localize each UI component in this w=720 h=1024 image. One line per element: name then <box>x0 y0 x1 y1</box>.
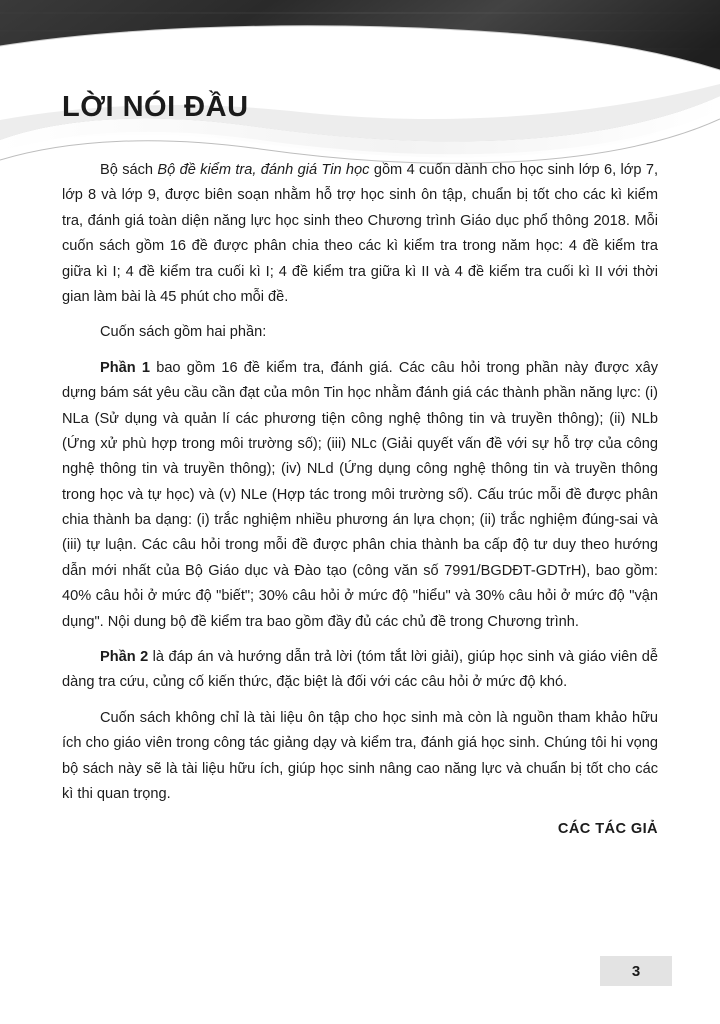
two-parts-text: Cuốn sách gồm hai phần: <box>100 324 267 341</box>
paragraph-part-2 <box>62 645 658 696</box>
header-swoosh-graphic <box>0 0 720 170</box>
paragraph-two-parts <box>62 320 658 345</box>
paragraph-closing <box>62 706 658 808</box>
paragraph-part-1 <box>62 356 658 635</box>
part-2-text: là đáp án và hướng dẫn trả lời (tóm tắt lời giải), giúp học sinh và giáo viên dễ dàng tra cứu, củng cố kiến thức, đặc biệt là đối với các câu hỏi ở mức độ khó. <box>62 649 658 691</box>
page-number: 3 <box>631 962 641 980</box>
part-2-label: Phần 2 <box>100 649 149 666</box>
closing-text: Cuốn sách không chỉ là tài liệu ôn tập cho học sinh mà còn là nguồn tham khảo hữu ích cho giáo viên trong công tác giảng dạy và kiểm tra, đánh giá học sinh. Chúng tôi hi vọng bộ sách này sẽ là tài liệu hữu ích, giúp học sinh nâng cao năng lực và chuẩn bị tốt cho các kì thi quan trọng. <box>62 709 658 802</box>
header-decorative-band <box>0 0 720 170</box>
part-1-label: Phần 1 <box>100 359 150 376</box>
page-title: LỜI NÓI ĐẦU <box>62 91 249 124</box>
page-number-badge <box>600 956 672 986</box>
intro-run-1: Bộ sách <box>100 162 158 178</box>
paragraph-intro <box>62 158 658 310</box>
authors-signature: CÁC TÁC GIẢ <box>557 821 658 838</box>
part-1-text: bao gồm 16 đề kiểm tra, đánh giá. Các câu hỏi trong phần này được xây dựng bám sát yêu cầu cần đạt của môn Tin học nhằm đánh giá các thành phần năng lực: (i) NLa (Sử dụng và quản lí các phương tiện công nghệ thông tin và truyền thông); (ii) NLb (Ứng xử phù hợp trong môi trường số); (iii) NLc (Giải quyết vấn đề với sự hỗ trợ của công nghệ thông tin và truyền thông); (iv) NLd (Ứng dụng công nghệ thông tin và truyền thông trong học và tự học) và (v) NLe (Hợp tác trong môi trường số). Cấu trúc mỗi đề được phân chia thành ba dạng: (i) trắc nghiệm nhiều phương án lựa chọn; (ii) trắc nghiệm đúng-sai và (iii) tự luận. Các câu hỏi trong mỗi đề được phân chia thành ba cấp độ tư duy theo hướng dẫn mới nhất của Bộ Giáo dục và Đào tạo (công văn số 7991/BGDĐT-GDTrH), bao gồm: 40% câu hỏi ở mức độ "biết"; 30% câu hỏi ở mức độ "hiểu" và 30% câu hỏi ở mức độ "vận dụng". Nội dung bộ đề kiểm tra bao gồm đầy đủ các chủ đề trong Chương trình. <box>62 359 658 630</box>
intro-run-3: gồm 4 cuốn dành cho học sinh lớp 6, lớp 7, lớp 8 và lớp 9, được biên soạn nhằm hỗ trợ học sinh ôn tập, chuẩn bị tốt cho các kì kiểm tra, đánh giá toàn diện năng lực học sinh theo Chương trình Giáo dục phổ thông 2018. Mỗi cuốn sách gồm 16 đề được phân chia theo các kì kiểm tra trong năm học: 4 đề kiểm tra giữa kì I; 4 đề kiểm tra cuối kì I; 4 đề kiểm tra giữa kì II và 4 đề kiểm tra cuối kì II với thời gian làm bài là 45 phút cho mỗi đề. <box>62 162 658 305</box>
intro-book-title: Bộ đề kiểm tra, đánh giá Tin học <box>157 162 370 178</box>
document-body <box>62 158 658 853</box>
